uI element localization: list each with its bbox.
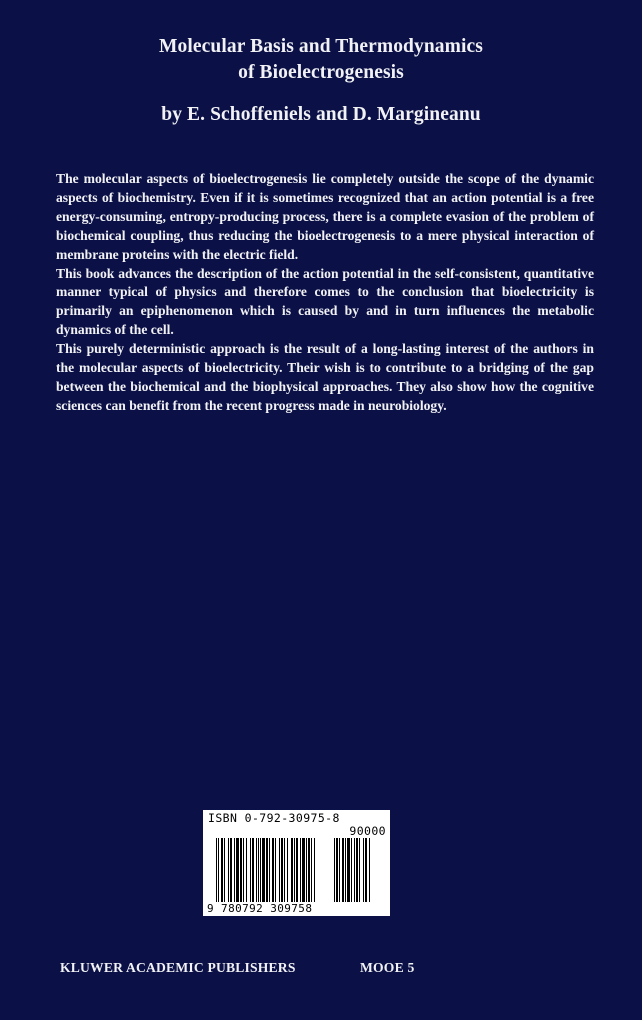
blurb-paragraph-2: This book advances the description of the action potential in the self-consistent, quantitative manner typical of physics and therefore comes to the conclusion that bioelectricity is primarily an epiphenomenon which is caused by and in turn influences the metabolic dynamics of the cell. xyxy=(56,265,594,338)
blurb-paragraph-1: The molecular aspects of bioelectrogenesis lie completely outside the scope of the dynamic aspects of biochemistry. Even if it is sometimes recognized that an action potential is a free energy-consuming, entropy-producing process, there is a complete evasion of the problem of biochemical coupling, thus reducing the bioelectrogenesis to a mere physical interaction of membrane proteins with the electric field. xyxy=(56,171,594,262)
series-code: MOOE 5 xyxy=(360,960,415,975)
isbn-label: ISBN 0-792-30975-8 xyxy=(208,811,340,825)
barcode-addon-bars-icon xyxy=(334,838,383,902)
isbn-barcode xyxy=(203,810,390,916)
book-title xyxy=(0,34,642,86)
barcode-digits: 9 780792 309758 xyxy=(207,902,313,915)
barcode-bars-icon xyxy=(216,838,328,902)
title-line-2: of Bioelectrogenesis xyxy=(238,62,404,83)
publisher-name: KLUWER ACADEMIC PUBLISHERS xyxy=(60,960,296,975)
blurb-text xyxy=(56,170,594,416)
blurb-paragraph-3: This purely deterministic approach is the result of a long-lasting interest of the authors in the molecular aspects of bioelectricity. Their wish is to contribute to a bridging of the gap between the biochemical and the biophysical approaches. They also show how the cognitive sciences can benefit from the recent progress made in neurobiology. xyxy=(56,341,594,413)
price-code: 90000 xyxy=(349,824,386,838)
book-authors: by E. Schoffeniels and D. Margineanu xyxy=(161,104,481,125)
title-line-1: Molecular Basis and Thermodynamics xyxy=(159,36,483,57)
